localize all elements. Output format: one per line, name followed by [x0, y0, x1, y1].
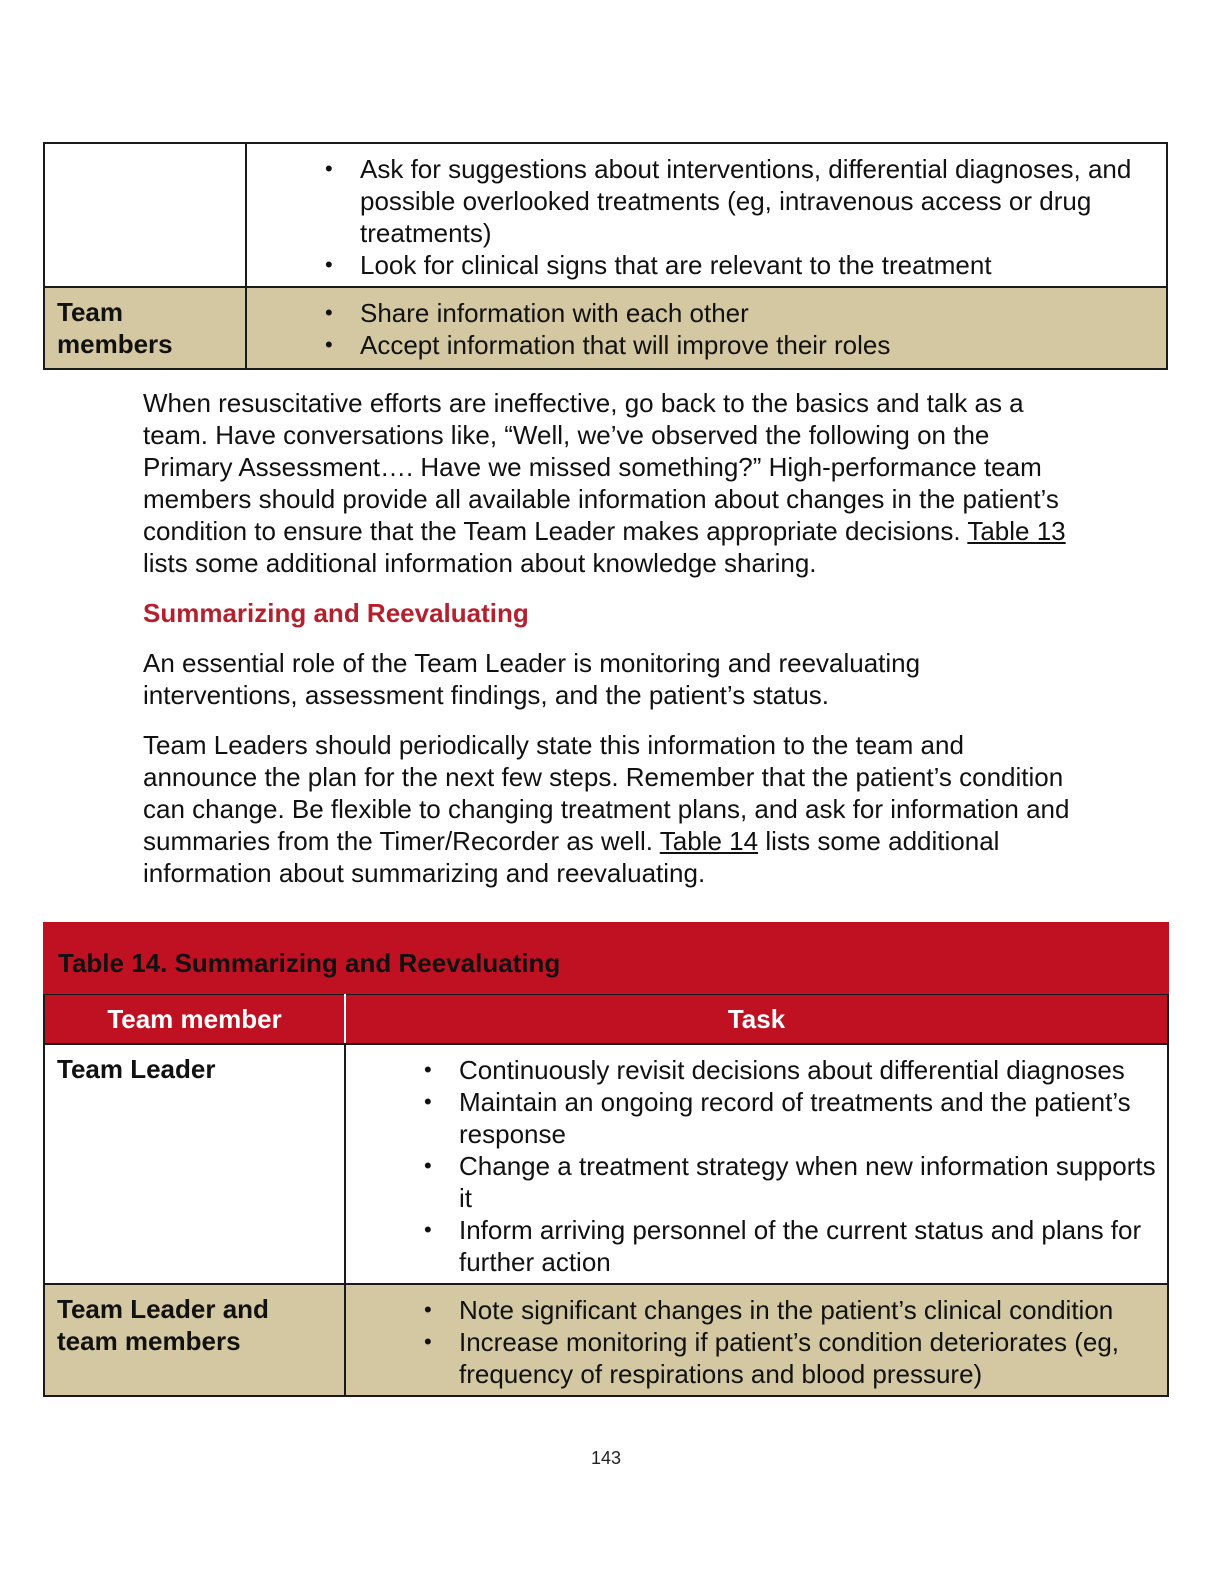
section-heading: Summarizing and Reevaluating — [143, 598, 529, 628]
task-item: • Ask for suggestions about interventions, differential diagnoses, and possible overlooked treatments (eg, intravenous access or drug treatments) — [360, 153, 1155, 249]
role-cell — [44, 143, 246, 287]
task-list — [347, 1286, 1166, 1394]
task-item: • Change a treatment strategy when new information supports it — [459, 1150, 1156, 1214]
paragraph-role: An essential role of the Team Leader is monitoring and reevaluating interventions, assessment findings, and the patient’s status. — [143, 648, 921, 710]
task-list — [347, 1046, 1166, 1282]
task-item: • Increase monitoring if patient’s condition deteriorates (eg, frequency of respirations and blood pressure) — [459, 1326, 1156, 1390]
role-cell: Team Leader — [44, 1044, 345, 1284]
table-title: Table 14. Summarizing and Reevaluating — [43, 922, 1169, 994]
column-header-task: Task — [345, 995, 1168, 1045]
task-item: • Maintain an ongoing record of treatments and the patient’s response — [459, 1086, 1156, 1150]
task-cell — [345, 1284, 1168, 1396]
task-list — [248, 289, 1165, 365]
task-list — [248, 145, 1165, 285]
knowledge-sharing-table-continued — [43, 142, 1168, 370]
paragraph-summaries — [143, 729, 1073, 889]
task-cell — [345, 1044, 1168, 1284]
table-14-link[interactable]: Table 14 — [659, 826, 759, 856]
table-14-grid — [43, 994, 1169, 1397]
task-cell — [246, 143, 1167, 287]
table-row — [44, 1044, 1168, 1284]
table-13-link[interactable]: Table 13 — [967, 516, 1066, 546]
role-cell: Team members — [44, 287, 246, 369]
task-item: • Look for clinical signs that are relevant to the treatment — [360, 249, 1155, 281]
task-item: • Continuously revisit decisions about differential diagnoses — [459, 1054, 1156, 1086]
table-row — [44, 1284, 1168, 1396]
page-number: 143 — [590, 1448, 622, 1468]
task-cell — [246, 287, 1167, 369]
table-14 — [43, 922, 1169, 1397]
task-item: • Inform arriving personnel of the current status and plans for further action — [459, 1214, 1156, 1278]
paragraph-text: When resuscitative efforts are ineffective, go back to the basics and talk as a team. Have conversations like, “Well, we’ve observed the following on the Primary Assessment…. Have we missed something?” High-performance team members should provide all available information about changes in the patient’s condition to ensure that the Team Leader makes appropriate decisions. — [143, 388, 1059, 546]
task-item: • Share information with each other — [360, 297, 1155, 329]
role-cell: Team Leader and team members — [44, 1284, 345, 1396]
paragraph-text: lists some additional information about summarizing and reevaluating. — [143, 826, 1000, 888]
column-header-team-member: Team member — [44, 995, 345, 1045]
table-header-row — [44, 995, 1168, 1045]
paragraph-text: lists some additional information about knowledge sharing. — [143, 548, 817, 578]
body-text — [143, 387, 1073, 907]
table-row — [44, 287, 1167, 369]
paragraph-text: Team Leaders should periodically state this information to the team and announce the plan for the next few steps. Remember that the patient’s condition can change. Be flexible to changing treatment plans, and ask for information and summaries from the Timer/Recorder as well. — [143, 730, 1070, 856]
task-item: • Accept information that will improve their roles — [360, 329, 1155, 361]
table-row — [44, 143, 1167, 287]
task-item: • Note significant changes in the patient’s clinical condition — [459, 1294, 1156, 1326]
paragraph-knowledge-sharing — [143, 387, 1073, 579]
